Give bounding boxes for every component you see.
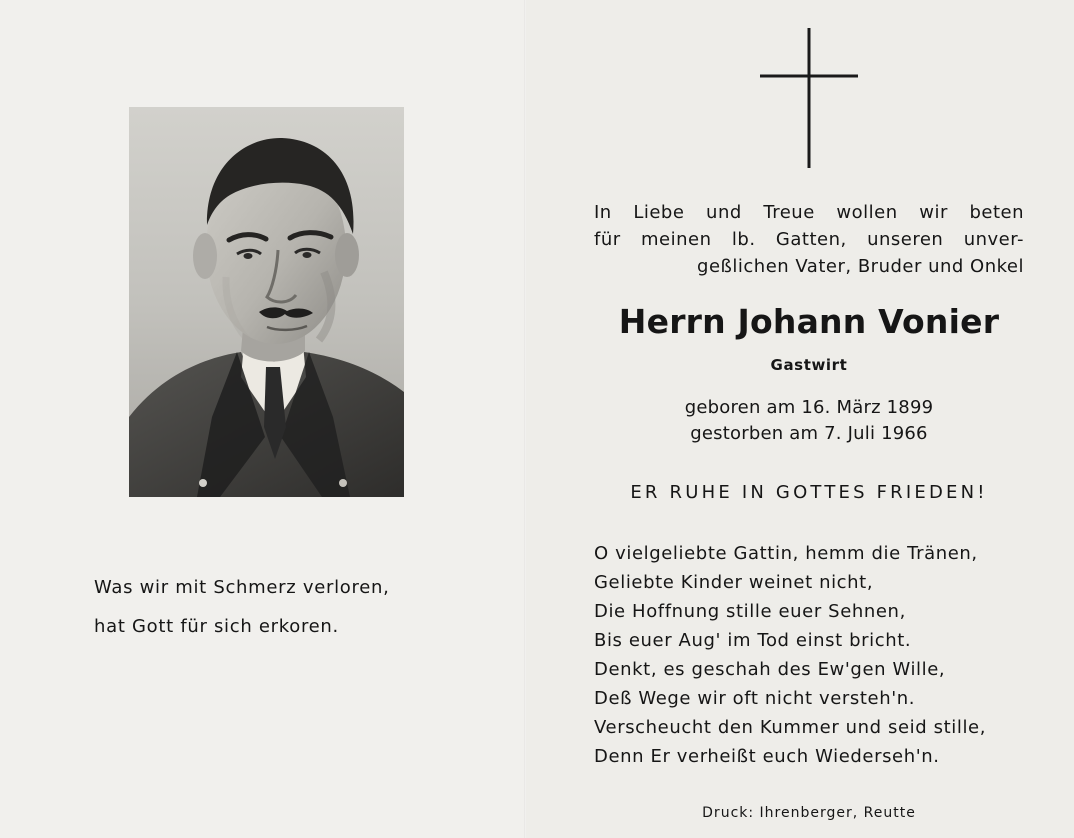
poem-line-4: Bis euer Aug' im Tod einst bricht. xyxy=(594,630,912,651)
intro-line-1: In Liebe und Treue wollen wir beten xyxy=(594,202,1024,223)
intro-line-3: geßlichen Vater, Bruder und Onkel xyxy=(697,256,1024,277)
left-quote-line-2: hat Gott für sich erkoren. xyxy=(94,616,339,637)
poem-line-2: Geliebte Kinder weinet nicht, xyxy=(594,572,874,593)
poem-line-6: Deß Wege wir oft nicht versteh'n. xyxy=(594,688,916,709)
left-quote-line-1: Was wir mit Schmerz verloren, xyxy=(94,577,390,598)
card-fold xyxy=(524,0,526,838)
poem-line-7: Verscheucht den Kummer und seid stille, xyxy=(594,717,987,738)
life-dates xyxy=(594,395,1024,447)
printer-credit: Druck: Ihrenberger, Reutte xyxy=(702,805,916,821)
deceased-name: Herrn Johann Vonier xyxy=(618,302,1000,341)
cross-icon xyxy=(760,28,858,168)
birth-date: geboren am 16. März 1899 xyxy=(684,397,934,418)
poem-line-1: O vielgeliebte Gattin, hemm die Tränen, xyxy=(594,543,978,564)
intro-text xyxy=(594,199,1024,280)
left-memorial-quote xyxy=(94,575,454,653)
poem-line-5: Denkt, es geschah des Ew'gen Wille, xyxy=(594,659,946,680)
poem-line-3: Die Hoffnung stille euer Sehnen, xyxy=(594,601,906,622)
death-date: gestorben am 7. Juli 1966 xyxy=(690,423,928,444)
deceased-occupation: Gastwirt xyxy=(770,356,848,374)
poem-line-8: Denn Er verheißt euch Wiederseh'n. xyxy=(594,746,940,767)
blessing: ER RUHE IN GOTTES FRIEDEN! xyxy=(630,482,988,503)
intro-line-2: für meinen lb. Gatten, unseren unver- xyxy=(594,229,1024,250)
memorial-poem xyxy=(594,539,1024,771)
portrait-photo xyxy=(129,107,404,497)
